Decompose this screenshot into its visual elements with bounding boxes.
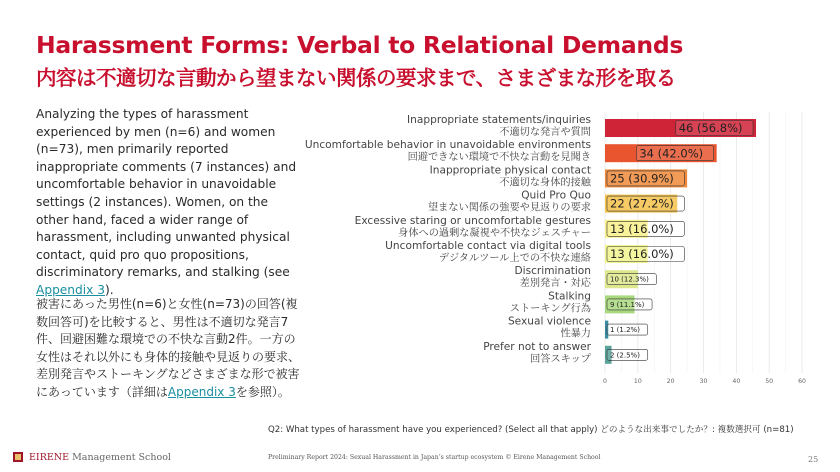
category-label-jp: 差別発言・対応 bbox=[519, 278, 591, 290]
survey-question: Q2: What types of harassment have you experienced? (Select all that apply) どのような出来事でしたか？: 複数選択可 (n=81) bbox=[268, 425, 794, 435]
school-logo-icon bbox=[12, 451, 24, 463]
data-label: 10 (12.3%) bbox=[610, 275, 649, 284]
category-label-jp: 性暴力 bbox=[560, 328, 591, 340]
summary-text-jp: 被害にあった男性(n=6)と女性(n=73)の回答(複数回答可)を比較すると、男性は不適切な発言7件、回避困難な環境での不快な言動2件。一方の女性はそれ以外にも身体的接触や見返りの要求、差別発言やストーキングなどさまざまな形で被害にあっています（詳細は bbox=[36, 297, 301, 399]
harassment-types-bar-chart bbox=[300, 112, 820, 397]
appendix-link-jp[interactable]: Appendix 3 bbox=[167, 384, 236, 399]
category-label-jp: 望まない関係の強要や見返りの要求 bbox=[428, 202, 591, 214]
x-tick-label: 50 bbox=[765, 378, 774, 385]
footer-brand bbox=[12, 451, 171, 463]
data-label: 13 (16.0%) bbox=[610, 221, 674, 236]
x-tick-label: 20 bbox=[666, 378, 675, 385]
x-tick-label: 0 bbox=[603, 378, 607, 385]
data-label: 1 (1.2%) bbox=[610, 326, 640, 335]
data-label: 22 (27.2%) bbox=[610, 196, 674, 211]
category-label-en: Inappropriate physical contact bbox=[429, 164, 591, 177]
slide-title-en: Harassment Forms: Verbal to Relational Demands bbox=[36, 31, 684, 59]
category-label-jp: ストーキング行為 bbox=[509, 303, 591, 315]
category-label-jp: 身体への過剰な凝視や不快なジェスチャー bbox=[398, 227, 591, 239]
category-label-jp: 回答スキップ bbox=[530, 353, 591, 365]
footer-brand-text bbox=[29, 452, 171, 463]
data-label: 25 (30.9%) bbox=[610, 171, 674, 186]
footer-brand-main: EIRENE bbox=[29, 451, 70, 463]
summary-end-en: ). bbox=[105, 282, 114, 297]
footer-copyright: Preliminary Report 2024: Sexual Harassment in Japan’s startup ecosystem © Eirene Management School bbox=[268, 454, 601, 461]
data-label: 13 (16.0%) bbox=[610, 247, 674, 262]
category-label-en: Excessive staring or uncomfortable gestures bbox=[354, 214, 591, 227]
data-label: 9 (11.1%) bbox=[610, 300, 645, 309]
x-tick-label: 60 bbox=[798, 378, 806, 385]
category-label-en: Quid Pro Quo bbox=[521, 189, 591, 202]
category-label-en: Stalking bbox=[548, 290, 591, 303]
summary-end-jp: を参照）。 bbox=[235, 384, 290, 399]
category-label-en: Prefer not to answer bbox=[483, 340, 591, 353]
category-label-jp: 回避できない環境で不快な言動を見聞き bbox=[407, 152, 591, 164]
category-label-jp: 不適切な発言や質問 bbox=[499, 127, 591, 138]
appendix-link-en[interactable]: Appendix 3 bbox=[36, 282, 105, 297]
category-label-en: Sexual violence bbox=[507, 315, 591, 328]
slide-title-jp: 内容は不適切な言動から望まない関係の要求まで、さまざまな形を取る bbox=[36, 66, 676, 90]
x-tick-label: 40 bbox=[732, 378, 741, 385]
summary-paragraph-en bbox=[36, 106, 304, 300]
category-label-jp: デジタルツール上での不快な連絡 bbox=[439, 253, 591, 264]
data-label: 46 (56.8%) bbox=[678, 121, 743, 136]
data-label: 2 (2.5%) bbox=[610, 351, 640, 360]
page-number: 25 bbox=[808, 455, 819, 464]
category-label-en: Uncomfortable behavior in unavoidable environments bbox=[304, 139, 591, 152]
x-tick-label: 30 bbox=[699, 378, 708, 385]
footer-brand-sub: Management School bbox=[72, 451, 171, 463]
category-label-en: Uncomfortable contact via digital tools bbox=[385, 240, 591, 252]
category-label-en: Discrimination bbox=[514, 265, 591, 278]
category-label-jp: 不適切な身体的接触 bbox=[499, 177, 591, 189]
data-label: 34 (42.0%) bbox=[639, 146, 704, 161]
category-label-en: Inappropriate statements/inquiries bbox=[407, 114, 591, 126]
summary-text-en: Analyzing the types of harassment experienced by men (n=6) and women (n=73), men primarily reported inappropriate comments (7 instances) and uncomfortable behavior in unavoidable settings (2 instances). Women, on the other hand, faced a wider range of harassment, including unwanted physical contact, quid pro quo propositions, discriminatory remarks, and stalking (see bbox=[36, 107, 297, 280]
x-tick-label: 10 bbox=[633, 378, 642, 385]
summary-paragraph-jp bbox=[36, 296, 304, 402]
